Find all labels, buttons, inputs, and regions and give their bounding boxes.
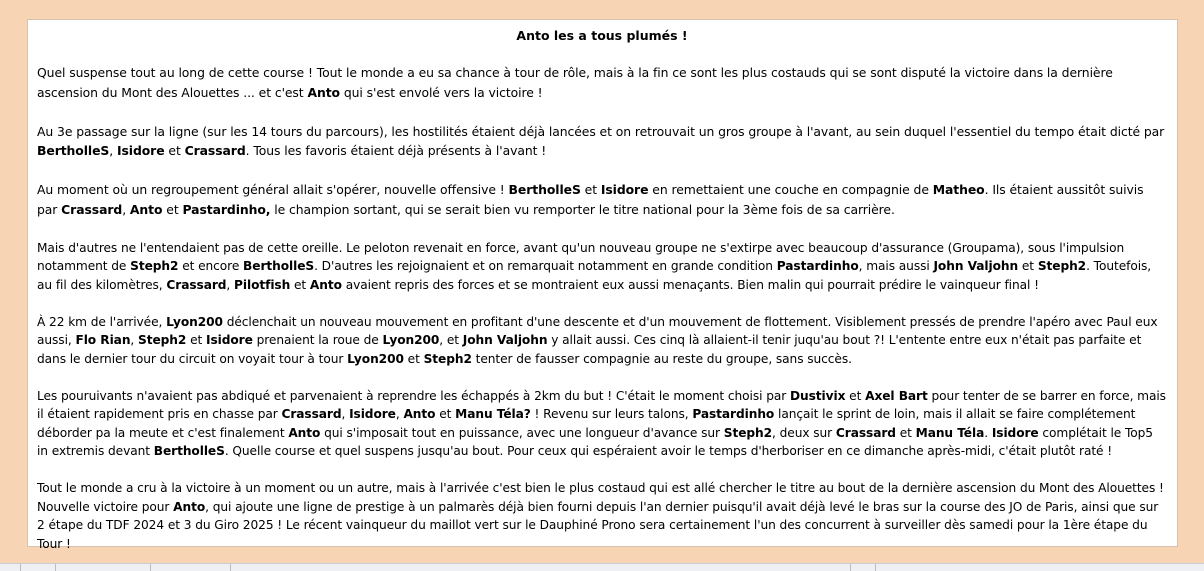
text-run: , bbox=[341, 407, 350, 421]
rider-name: Lyon200 bbox=[347, 351, 404, 366]
text-run: déclenchait un nouveau mouvement en profitant d'une descente et d'un mouvement de flottement. Visiblement pressés de prendre l'apéro avec Paul eux aussi, bbox=[37, 314, 1158, 347]
rider-name: Crassard bbox=[61, 201, 123, 217]
rider-name: BertholleS bbox=[508, 182, 581, 197]
text-run: et bbox=[580, 182, 601, 197]
text-run: , deux sur bbox=[772, 425, 836, 440]
rider-name: Pastardinho bbox=[776, 259, 859, 273]
text-run: en remettaient une couche en compagnie de bbox=[648, 182, 933, 197]
rider-name: Steph2 bbox=[138, 333, 187, 347]
paragraph-3 bbox=[37, 180, 1167, 219]
rider-name: BertholleS bbox=[153, 444, 225, 458]
rider-name: John Valjohn bbox=[933, 259, 1019, 273]
text-run: avaient repris des forces et se montraient eux aussi menaçants. Bien malin qui pourrait prédire le vainqueur final ! bbox=[341, 277, 1039, 292]
rider-name: Axel Bart bbox=[865, 388, 928, 403]
rider-name: Crassard bbox=[281, 407, 342, 421]
rider-name: BertholleS bbox=[37, 143, 110, 158]
text-run: , mais aussi bbox=[858, 259, 934, 273]
rider-name: Steph2 bbox=[130, 259, 179, 273]
text-run: Tout le monde a cru à la victoire à un moment ou un autre, mais à l'arrivée c'est bien le plus costaud qui est allé chercher le titre au bout de la dernière ascension du Mont des Alouettes ! Nouvelle victoire pour bbox=[37, 481, 1164, 514]
text-run: ! Revenu sur leurs talons, bbox=[530, 407, 693, 421]
text-run: . Tous les favoris étaient déjà présents à l'avant ! bbox=[245, 143, 547, 158]
paragraph-5 bbox=[37, 313, 1167, 369]
rider-name: Flo Rian bbox=[75, 333, 131, 347]
rider-name: Isidore bbox=[349, 407, 396, 421]
paragraph-4 bbox=[37, 239, 1167, 295]
text-run: , qui ajoute une ligne de prestige à un palmarès déjà bien fourni depuis l'an dernier puisqu'il avait déjà levé le bras sur la course des JO de Paris, ainsi que sur 2 étape du TDF 2024 et 3 du Giro 2025 ! Le récent vainqueur du maillot vert sur le Dauphiné Prono sera certainement l'un des concurrent à surveiller dès samedi pour la 1ère étape du Tour ! bbox=[37, 499, 1159, 551]
text-run: , et bbox=[439, 333, 463, 347]
text-run: et encore bbox=[178, 259, 244, 273]
paragraph-1 bbox=[37, 63, 1167, 102]
text-run: , bbox=[122, 201, 130, 217]
rider-name: Isidore bbox=[600, 182, 649, 197]
text-run: et bbox=[845, 388, 866, 403]
rider-name: Isidore bbox=[206, 333, 253, 347]
text-run: Quel suspense tout au long de cette course ! Tout le monde a eu sa chance à tour de rôle, mais à la fin ce sont les plus costauds qui se sont disputé la victoire dans la dernière ascension du Mont des Alouettes ... et c'est bbox=[37, 65, 1113, 100]
rider-name: John Valjohn bbox=[462, 333, 548, 347]
rider-name: Lyon200 bbox=[166, 314, 223, 329]
paragraph-7 bbox=[37, 479, 1167, 553]
text-run: , bbox=[130, 333, 139, 347]
text-run: et bbox=[186, 333, 207, 347]
text-run: prenaient la roue de bbox=[252, 333, 383, 347]
text-run: pour tenter de se barrer en force, mais il étaient rapidement pris en chasse par bbox=[37, 388, 1166, 421]
text-run: et bbox=[1018, 259, 1038, 273]
text-run: le champion sortant, qui se serait bien vu remporter le titre national pour la 3ème fois de sa carrière. bbox=[270, 201, 895, 217]
rider-name: Steph2 bbox=[423, 351, 472, 366]
rider-name: Lyon200 bbox=[382, 333, 440, 347]
text-run: et bbox=[290, 277, 310, 292]
text-run: , bbox=[395, 407, 404, 421]
rider-name: Pastardinho bbox=[692, 407, 775, 421]
text-run: Mais d'autres ne l'entendaient pas de cette oreille. Le peloton revenait en force, avant qu'un nouveau groupe ne s'extirpe avec beaucoup d'assurance (Groupama), sous l'impulsion notamment de bbox=[37, 240, 1125, 273]
article-title: Anto les a tous plumés ! bbox=[516, 28, 688, 43]
text-run: qui s'imposait tout en puissance, avec une longueur d'avance sur bbox=[320, 425, 724, 440]
rider-name: Pastardinho, bbox=[182, 201, 271, 217]
rider-name: Anto bbox=[129, 201, 163, 217]
rider-name: Anto bbox=[307, 84, 340, 100]
text-run: À 22 km de l'arrivée, bbox=[37, 314, 167, 329]
text-run: . Toutefois, au fil des kilomètres, bbox=[37, 259, 1152, 292]
rider-name: Dustivix bbox=[789, 388, 846, 403]
rider-name: Isidore bbox=[116, 143, 165, 158]
rider-name: Steph2 bbox=[723, 425, 773, 440]
rider-name: Manu Téla? bbox=[455, 407, 531, 421]
rider-name: Manu Téla bbox=[915, 425, 985, 440]
text-run: , bbox=[226, 277, 235, 292]
text-run: et bbox=[895, 425, 916, 440]
text-run: et bbox=[164, 143, 185, 158]
rider-name: Anto bbox=[309, 277, 342, 292]
rider-name: Anto bbox=[173, 499, 206, 514]
text-run: . bbox=[984, 425, 992, 440]
rider-name: Anto bbox=[288, 425, 321, 440]
rider-name: Crassard bbox=[835, 425, 896, 440]
text-run: et bbox=[162, 201, 183, 217]
text-run: . Quelle course et quel suspens jusqu'au bout. Pour ceux qui espéraient avoir le temps d'herboriser en ce dimanche après-midi, c'était plutôt raté ! bbox=[224, 444, 1113, 458]
text-run: Les pouruivants n'avaient pas abdiqué et parvenaient à reprendre les échappés à 2km du but ! C'était le moment choisi par bbox=[37, 388, 790, 403]
paragraph-6 bbox=[37, 387, 1167, 461]
rider-name: Crassard bbox=[166, 277, 227, 292]
rider-name: Crassard bbox=[184, 143, 246, 158]
rider-name: Anto bbox=[403, 407, 436, 421]
text-run: , bbox=[109, 143, 117, 158]
text-run: Au 3e passage sur la ligne (sur les 14 tours du parcours), les hostilités étaient déjà lancées et on retrouvait un gros groupe à l'avant, au sein duquel l'essentiel du tempo était dicté par bbox=[37, 123, 1165, 139]
text-run: et bbox=[435, 407, 456, 421]
text-run: . D'autres les rejoignaient et on remarquait notamment en grande condition bbox=[314, 259, 777, 273]
text-run: qui s'est envolé vers la victoire ! bbox=[339, 84, 543, 100]
text-run: complétait le Top5 in extremis devant bbox=[37, 425, 1153, 458]
rider-name: Isidore bbox=[991, 425, 1039, 440]
rider-name: BertholleS bbox=[243, 259, 315, 273]
document-page bbox=[27, 19, 1178, 551]
text-run: tenter de fausser compagnie au reste du groupe, sans succès. bbox=[471, 351, 852, 366]
rider-name: Matheo bbox=[932, 182, 985, 197]
rider-name: Steph2 bbox=[1037, 259, 1087, 273]
text-run: lançait le sprint de loin, mais il allait se faire complétement déborder pa la meute et c'est finalement bbox=[37, 407, 1136, 440]
text-run: Au moment où un regroupement général allait s'opérer, nouvelle offensive ! bbox=[37, 182, 509, 197]
text-run: et bbox=[403, 351, 424, 366]
paragraph-2 bbox=[37, 122, 1167, 161]
text-run: . Ils étaient aussitôt suivis par bbox=[37, 182, 1144, 217]
rider-name: Pilotfish bbox=[234, 277, 291, 292]
text-run: y allait aussi. Ces cinq là allaient-il tenir juqu'au bout ?! L'entente entre eux n'était pas parfaite et dans le dernier tour du circuit on voyait tour à tour bbox=[37, 333, 1142, 366]
